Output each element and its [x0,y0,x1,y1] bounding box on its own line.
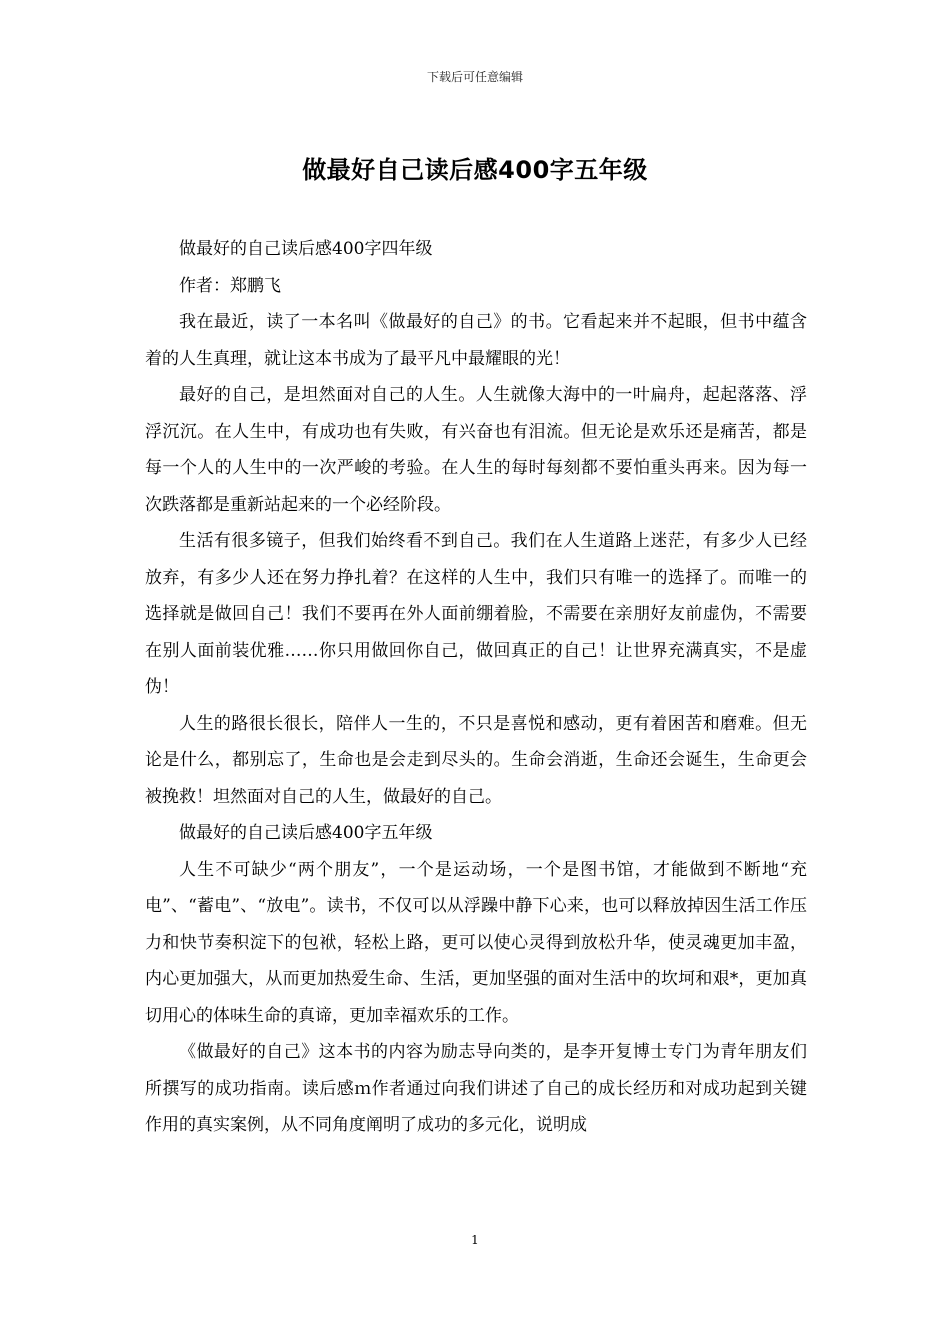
page-number: 1 [471,1233,479,1247]
document-title: 做最好自己读后感400字五年级 [302,156,648,184]
document-body [145,231,807,1144]
author-line: 作者：郑鹏飞 [179,275,281,296]
body-paragraph: 最好的自己，是坦然面对自己的人生。人生就像大海中的一叶扁舟，起起落落、浮浮沉沉。在人生中，有成功也有失败，有兴奋也有泪流。但无论是欢乐还是痛苦，都是每一个人的人生中的一次严峻的考验。在人生的每时每刻都不要怕重头再来。因为每一次跌落都是重新站起来的一个必经阶段。 [145,385,807,515]
section-heading: 做最好的自己读后感400字五年级 [179,823,433,843]
body-paragraph: 人生的路很长很长，陪伴人一生的，不只是喜悦和感动，更有着困苦和磨难。但无论是什么，都别忘了，生命也是会走到尽头的。生命会消逝，生命还会诞生，生命更会被挽救！坦然面对自己的人生，做最好的自己。 [145,713,807,807]
header-note: 下载后可任意编辑 [426,70,523,84]
body-paragraph: 生活有很多镜子，但我们始终看不到自己。我们在人生道路上迷茫，有多少人已经放弃，有多少人还在努力挣扎着？在这样的人生中，我们只有唯一的选择了。而唯一的选择就是做回自己！我们不要再在外人面前绷着脸，不需要在亲朋好友前虚伪，不需要在别人面前装优雅……你只用做回你自己，做回真正的自己！让世界充满真实，不是虚伪！ [145,531,807,697]
body-paragraph: 我在最近，读了一本名叫《做最好的自己》的书。它看起来并不起眼，但书中蕴含着的人生真理，就让这本书成为了最平凡中最耀眼的光！ [145,312,807,369]
body-paragraph: 做最好的自己读后感400字四年级 [179,239,433,259]
body-paragraph: 人生不可缺少“两个朋友”，一个是运动场，一个是图书馆，才能做到不断地“充电”、“蓄电”、“放电”。读书，不仅可以从浮躁中静下心来，也可以释放掉因生活工作压力和快节奏积淀下的包袱，轻松上路，更可以使心灵得到放松升华，使灵魂更加丰盈，内心更加强大，从而更加热爱生命、生活，更加坚强的面对生活中的坎坷和艰*，更加真切用心的体味生命的真谛，更加幸福欢乐的工作。 [145,859,807,1026]
body-paragraph: 《做最好的自己》这本书的内容为励志导向类的，是李开复博士专门为青年朋友们所撰写的成功指南。读后感ｍ作者通过向我们讲述了自己的成长经历和对成功起到关键作用的真实案例，从不同角度阐明了成功的多元化，说明成 [145,1042,807,1135]
